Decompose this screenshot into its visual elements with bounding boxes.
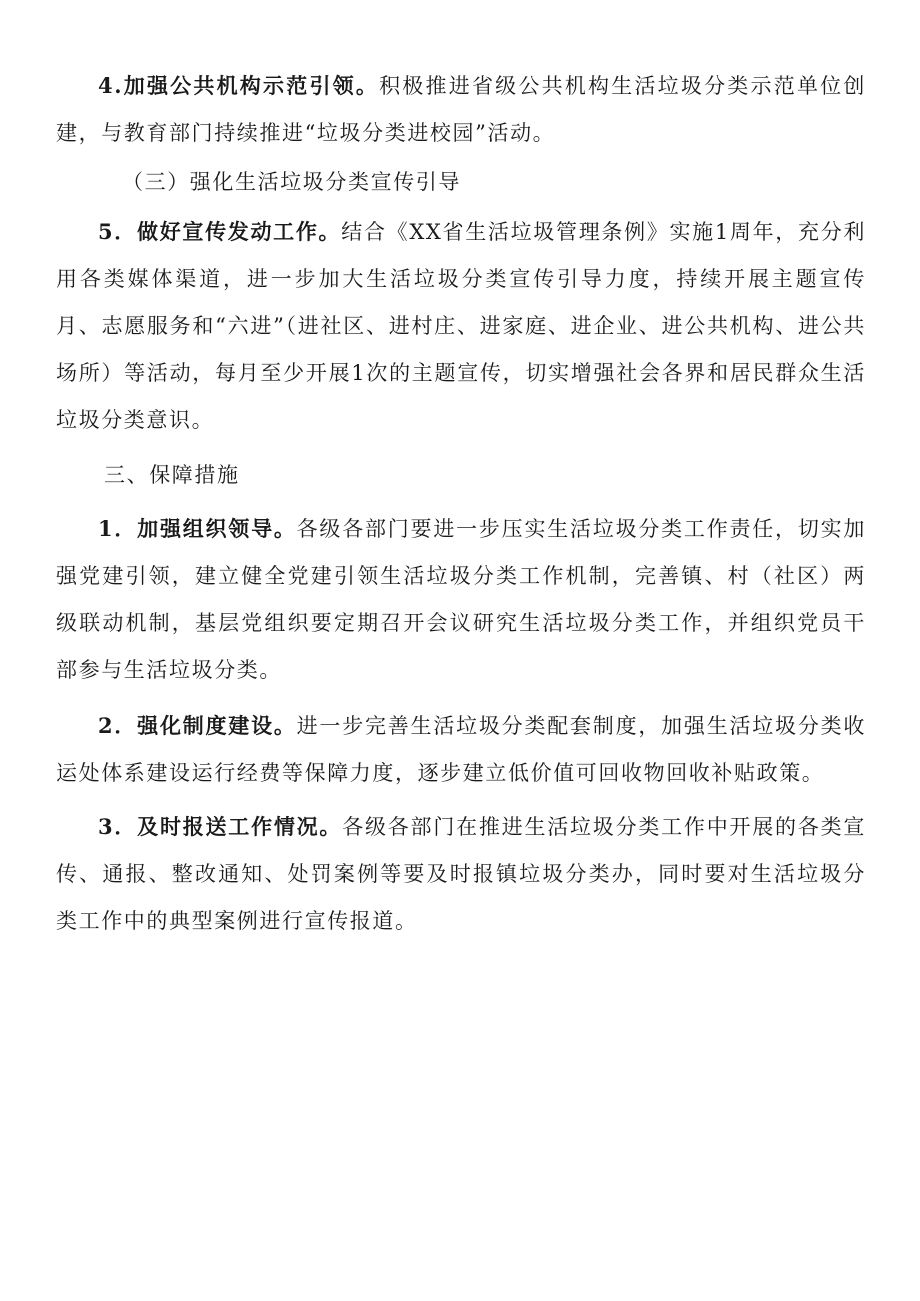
item-lead: 2．强化制度建设。 [98, 713, 297, 738]
section-heading: 三、保障措施 [104, 463, 240, 487]
item-body: 各级各部门在推进生活垃圾分类工作中开展的各类宣传、通报、整改通知、处罚案例等要及时报镇垃圾分类办，同时要对生活垃圾分类工作中的典型案例进行宣传报道。 [56, 815, 866, 933]
item-body: 各级各部门要进一步压实生活垃圾分类工作责任，切实加强党建引领，建立健全党建引领生活垃圾分类工作机制，完善镇、村（社区）两级联动机制，基层党组织要定期召开会议研究生活垃圾分类工作，并组织党员干部参与生活垃圾分类。 [56, 517, 867, 682]
paragraph-measure-3 [56, 803, 866, 945]
subsection-heading: （三）强化生活垃圾分类宣传引导 [122, 170, 461, 194]
item-body: 进一步完善生活垃圾分类配套制度，加强生活垃圾分类收运处体系建设运行经费等保障力度，逐步建立低价值可回收物回收补贴政策。 [56, 714, 867, 785]
item-body: 积极推进省级公共机构生活垃圾分类示范单位创建，与教育部门持续推进“垃圾分类进校园”活动。 [56, 74, 866, 145]
item-lead: 1．加强组织领导。 [98, 516, 297, 541]
item-lead: 5．做好宣传发动工作。 [98, 219, 342, 244]
item-lead: 3．及时报送工作情况。 [98, 814, 343, 839]
paragraph-item-4 [56, 62, 866, 157]
paragraph-measure-2 [56, 702, 866, 797]
document-page [56, 62, 866, 945]
paragraph-measure-1 [56, 505, 866, 694]
paragraph-item-5 [56, 208, 866, 444]
item-lead: 4.加强公共机构示范引领。 [98, 73, 380, 98]
item-body: 结合《XX省生活垃圾管理条例》实施1周年，充分利用各类媒体渠道，进一步加大生活垃圾分类宣传引导力度，持续开展主题宣传月、志愿服务和“六进”（进社区、进村庄、进家庭、进企业、进公共机构、进公共场所）等活动，每月至少开展1次的主题宣传，切实增强社会各界和居民群众生活垃圾分类意识。 [56, 220, 866, 432]
